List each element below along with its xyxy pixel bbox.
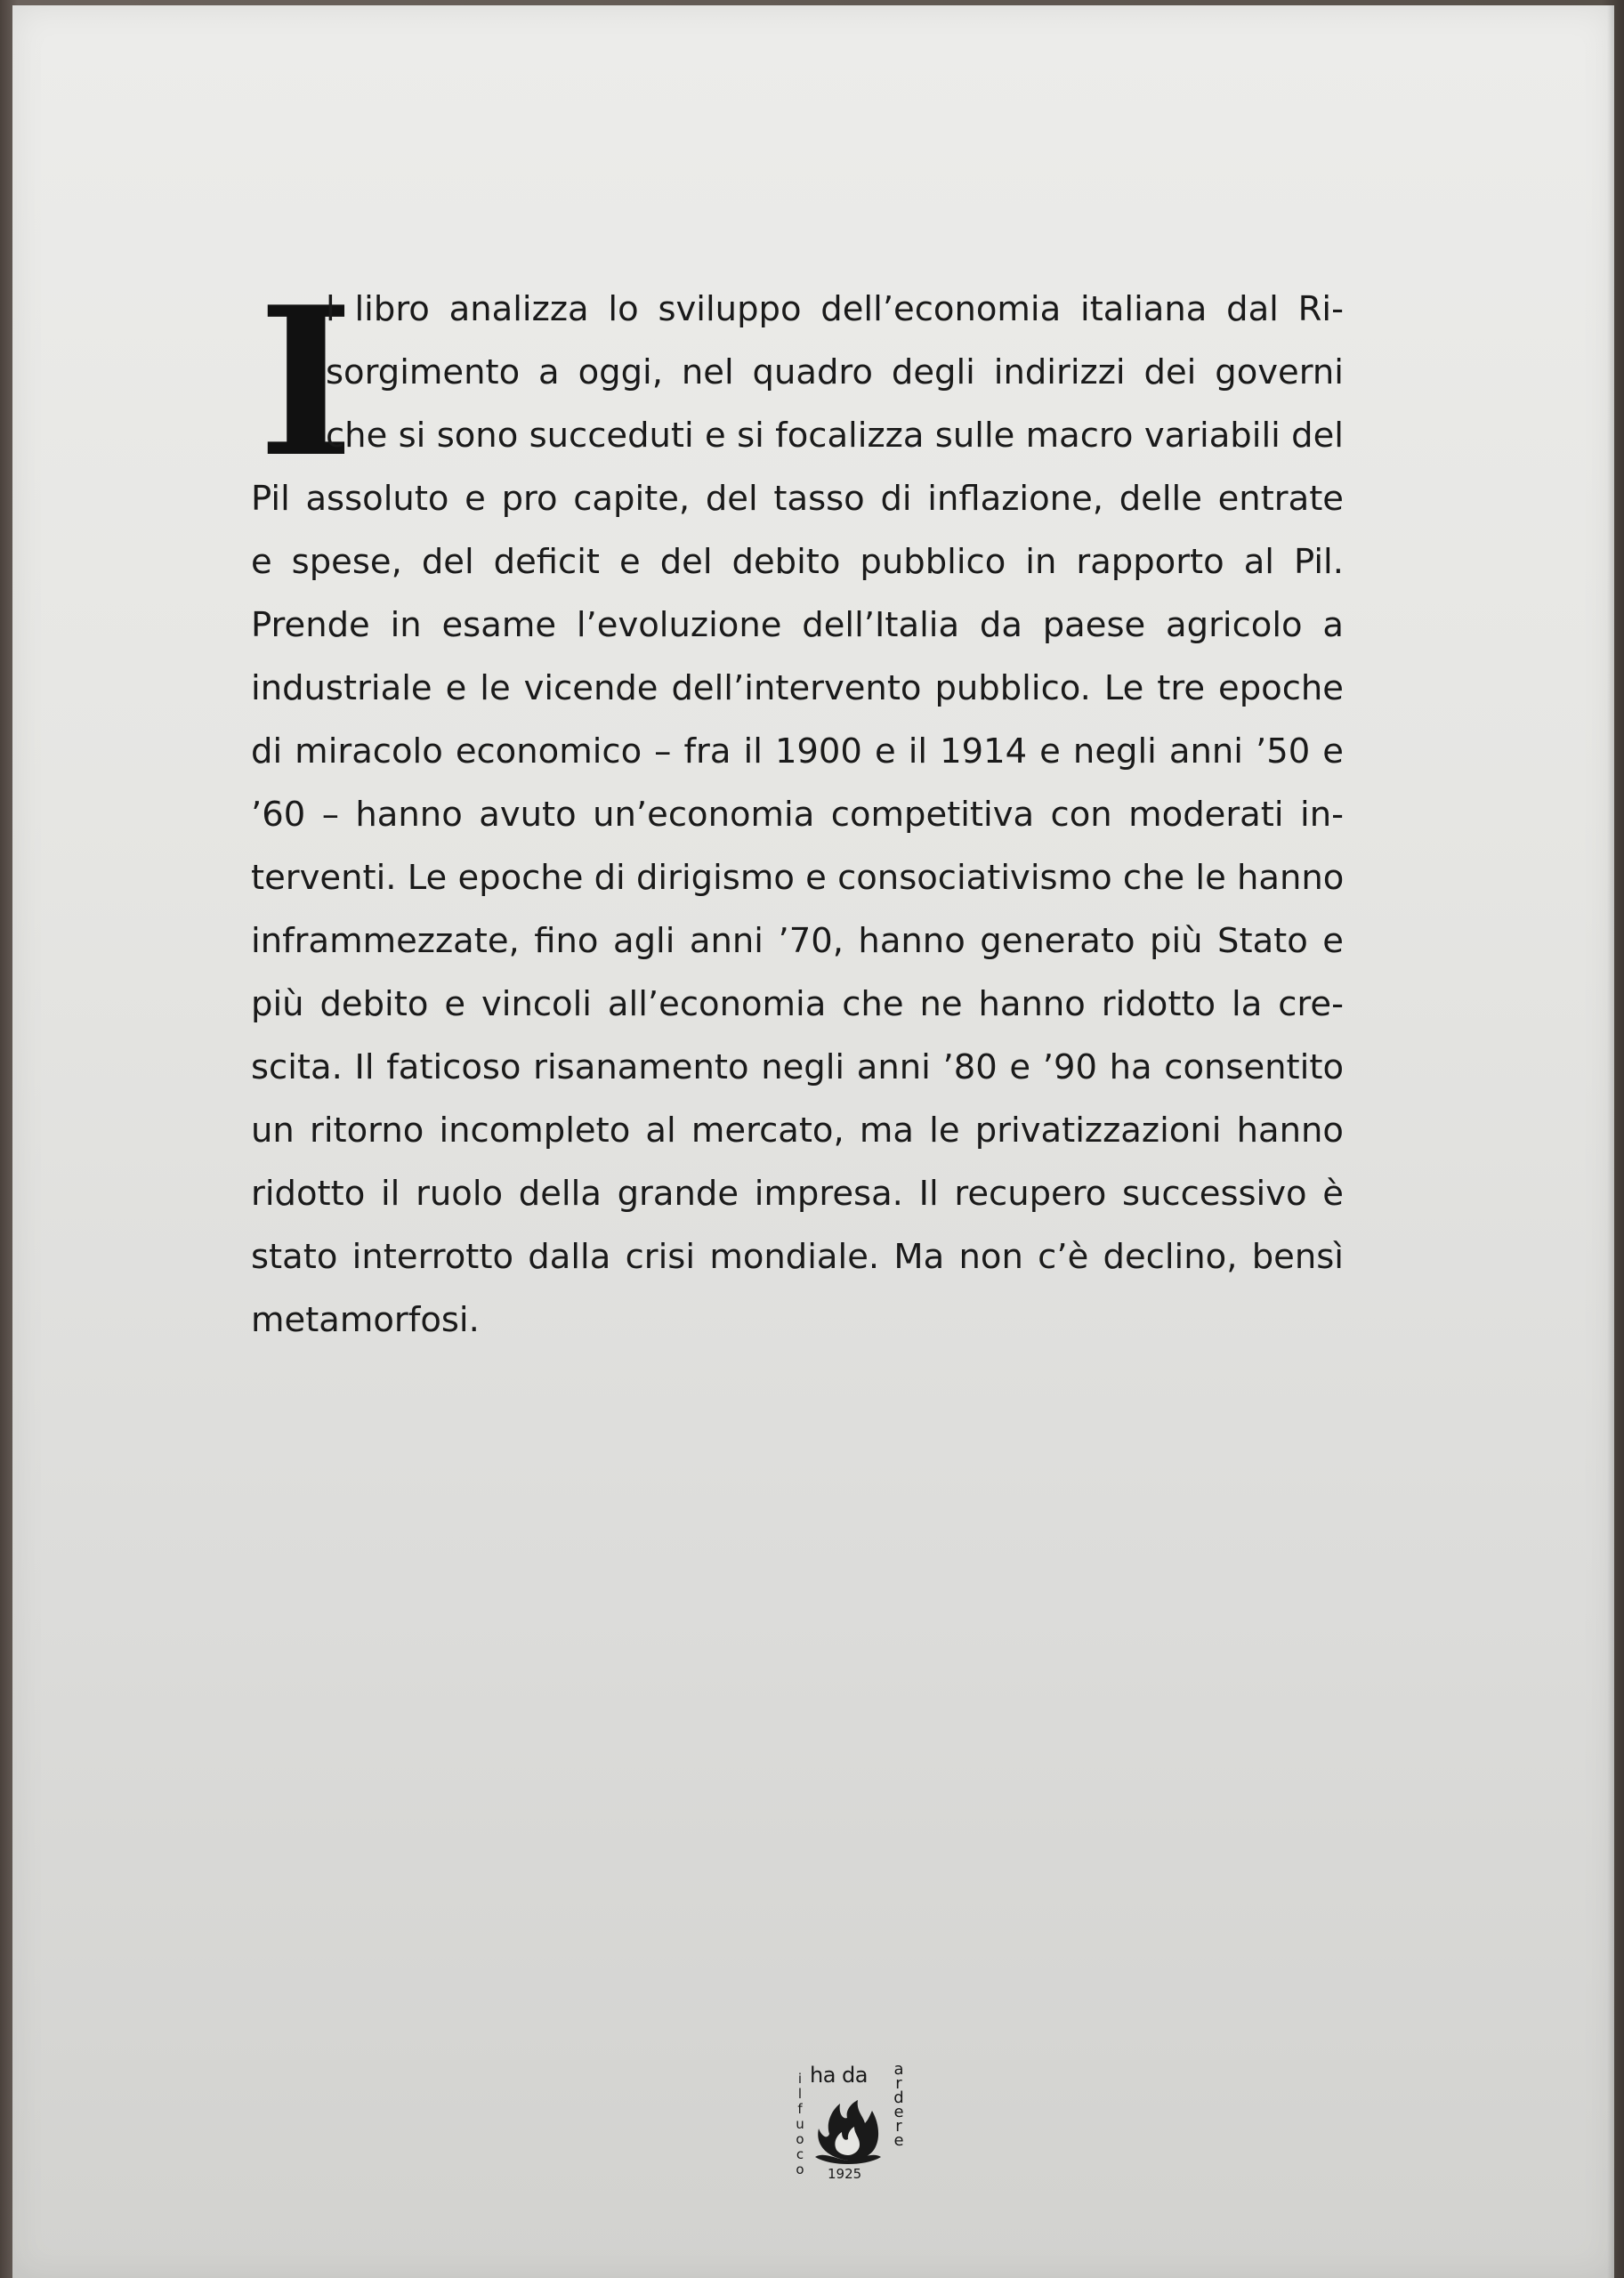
blurb-line: terventi. Le epoche di dirigismo e consociativismo che le hanno xyxy=(251,858,1345,898)
blurb-line: che si sono succeduti e si focalizza sulle macro variabili del xyxy=(326,416,1344,456)
blurb-line: più debito e vincoli all’economia che ne hanno ridotto la cre- xyxy=(251,984,1344,1024)
logo-letter: e xyxy=(893,2103,904,2121)
blurb-line: ’60 – hanno avuto un’economia competitiva con moderati in- xyxy=(251,795,1344,835)
blurb-line: Prende in esame l’evoluzione dell’Italia da paese agricolo a xyxy=(251,605,1344,645)
blurb-line: scita. Il faticoso risanamento negli anni ’80 e ’90 ha consentito xyxy=(251,1047,1344,1087)
blurb-line: inframmezzate, fino agli anni ’70, hanno generato più Stato e xyxy=(251,921,1344,961)
logo-right-vertical-text xyxy=(892,2060,906,2150)
blurb-line: industriale e le vicende dell’intervento pubblico. Le tre epoche xyxy=(251,668,1344,708)
logo-letter: l xyxy=(797,2086,803,2102)
flame-icon xyxy=(810,2098,886,2164)
blurb-line: un ritorno incompleto al mercato, ma le privatizzazioni hanno xyxy=(251,1111,1344,1151)
logo-year: 1925 xyxy=(828,2166,862,2182)
logo-top-text: ha da xyxy=(810,2063,868,2088)
blurb-line: di miracolo economico – fra il 1900 e il 1914 e negli anni ’50 e xyxy=(251,731,1344,771)
publisher-logo xyxy=(794,2060,911,2184)
blurb-line: Pil assoluto e pro capite, del tasso di inflazione, delle entrate xyxy=(251,479,1344,519)
logo-letter: i xyxy=(797,2071,803,2087)
blurb-line: ridotto il ruolo della grande impresa. Il recupero successivo è xyxy=(251,1174,1344,1214)
blurb-line: e spese, del deficit e del debito pubblico in rapporto al Pil. xyxy=(251,542,1344,582)
logo-letter: d xyxy=(893,2088,904,2107)
blurb-line: stato interrotto dalla crisi mondiale. Ma non c’è declino, bensì xyxy=(251,1237,1344,1277)
logo-letter: u xyxy=(796,2116,804,2132)
logo-letter: a xyxy=(893,2060,904,2079)
logo-letter: o xyxy=(796,2131,804,2147)
blurb-text xyxy=(251,263,1345,1352)
blurb-line: metamorfosi. xyxy=(251,1300,480,1340)
blurb-line: l libro analizza lo sviluppo dell’economia italiana dal Ri- xyxy=(326,289,1344,329)
blurb-line: sorgimento a oggi, nel quadro degli indirizzi dei governi xyxy=(326,352,1344,392)
logo-left-vertical-text xyxy=(794,2072,806,2177)
logo-letter: c xyxy=(796,2146,804,2162)
logo-letter: e xyxy=(893,2131,904,2150)
logo-letter: o xyxy=(796,2161,804,2177)
drop-cap-initial: I xyxy=(258,263,354,503)
logo-letter: r xyxy=(895,2074,902,2093)
logo-letter: f xyxy=(797,2101,803,2117)
logo-letter: r xyxy=(895,2117,902,2136)
